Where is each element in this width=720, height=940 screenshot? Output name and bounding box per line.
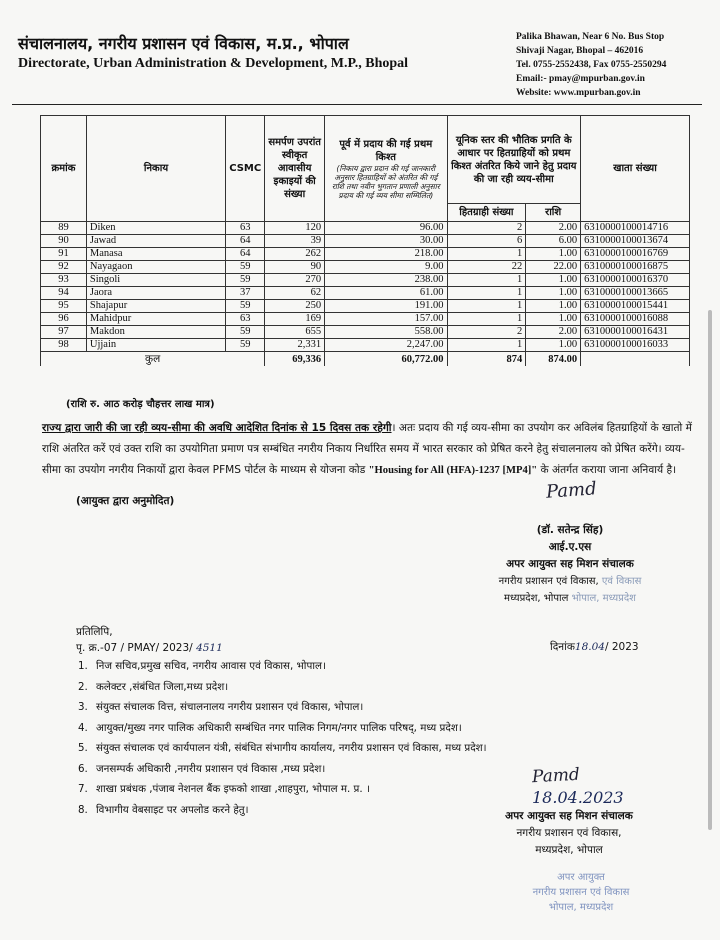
- cell-account: 6310000100016431: [581, 326, 690, 339]
- cell-account: 6310000100016370: [581, 274, 690, 287]
- place-stamp-text: भोपाल, मध्यप्रदेश: [571, 593, 636, 604]
- cell-beneficiaries: 1: [447, 300, 526, 313]
- list-item-text: आयुक्त/मुख्य नगर पालिक अधिकारी सम्बंधित नगर पालिक निगम/नगर पालिक परिषद्, मध्य प्रदेश।: [96, 721, 462, 734]
- cell-amount: 2.00: [526, 222, 581, 235]
- list-item-text: कलेक्टर ,संबंधित जिला,मध्य प्रदेश।: [96, 680, 229, 693]
- col-amount: राशि: [526, 204, 581, 222]
- col-first-installment-label: पूर्व में प्रदाय की गई प्रथम किश्त: [339, 138, 433, 163]
- col-account: खाता संख्या: [581, 116, 690, 222]
- cell-units: 655: [265, 326, 325, 339]
- instruction-tail: के अंतर्गत कराया जाना अनिवार्य है।: [540, 464, 677, 476]
- cell-csmc: 59: [226, 300, 265, 313]
- cell-beneficiaries: 6: [447, 235, 526, 248]
- cell-first-installment: 191.00: [325, 300, 447, 313]
- col-beneficiaries: हितग्राही संख्या: [447, 204, 526, 222]
- col-first-installment-note: (निकाय द्वारा प्रदान की गई जानकारी अनुसार हितग्राहियों को अंतरित की गई राशि तथा नवीन भुगतान प्रणाली अनुसार प्रदाय की गई व्यय सीमा सम्मिलित): [331, 163, 440, 200]
- list-item-number: 7.: [78, 783, 88, 795]
- table-row: [41, 326, 690, 339]
- cell-serial: 90: [41, 235, 87, 248]
- signatory-designation: अपर आयुक्त सह मिशन संचालक: [506, 558, 634, 570]
- cell-first-installment: 157.00: [325, 313, 447, 326]
- list-item-text: विभागीय वेबसाइट पर अपलोड करने हेतु।: [96, 803, 249, 816]
- list-item: [78, 657, 638, 678]
- cell-account: 6310000100013674: [581, 235, 690, 248]
- cell-serial: 93: [41, 274, 87, 287]
- instruction-text: । अतः प्रदाय की गई व्यय-सीमा का उपयोग कर अविलंब हितग्राहियों के खातो में राशि अंतरित करें एवं उक्त राशि का उपयोगिता प्रमाण पत्र सम्बंधित नगरीय निकाय निर्धारित समय में भारत सरकार को प्रेषित करने हेतु संचालनालय को प्रेषित करेंगे। व्यय-सीमा का उपयोग नगरीय निकायों द्वारा केवल PFMS पोर्टल के माध्यम से योजना कोड: [42, 422, 692, 476]
- cell-beneficiaries: 1: [447, 313, 526, 326]
- table-row: [41, 248, 690, 261]
- cell-units: 270: [265, 274, 325, 287]
- list-item: [78, 719, 638, 740]
- cell-csmc: 59: [226, 339, 265, 352]
- header-title-hindi: संचालनालय, नगरीय प्रशासन एवं विकास, म.प्र., भोपाल: [18, 34, 349, 53]
- list-item-text: शाखा प्रबंधक ,पंजाब नेशनल बैंक इफको शाखा ,शाहपुरा, भोपाल म. प्र. ।: [96, 783, 370, 795]
- address-line: Palika Bhawan, Near 6 No. Bus Stop: [516, 32, 665, 42]
- cell-amount: 1.00: [526, 339, 581, 352]
- address-website: Website: www.mpurban.gov.in: [516, 88, 641, 98]
- list-item-text: जनसम्पर्क अधिकारी ,नगरीय प्रशासन एवं विकास ,मध्य प्रदेश।: [96, 762, 326, 775]
- signatory2-dept: नगरीय प्रशासन एवं विकास,: [516, 827, 622, 839]
- list-item-text: संयुक्त संचालक वित्त, संचालनालय नगरीय प्रशासन एवं विकास, भोपाल।: [96, 701, 364, 713]
- cell-serial: 91: [41, 248, 87, 261]
- total-units: 69,336: [265, 352, 325, 367]
- total-first: 60,772.00: [325, 352, 447, 367]
- header-title-english: Directorate, Urban Administration & Development, M.P., Bhopal: [18, 56, 409, 71]
- total-empty: [581, 352, 690, 367]
- scrollbar[interactable]: [708, 310, 712, 830]
- list-item-number: 1.: [78, 660, 88, 672]
- signatory2-place: मध्यप्रदेश, भोपाल: [535, 844, 603, 856]
- cell-account: 6310000100016769: [581, 248, 690, 261]
- list-item-number: 3.: [78, 701, 88, 713]
- cell-csmc: 59: [226, 274, 265, 287]
- official-stamp: [506, 870, 656, 915]
- col-body: निकाय: [86, 116, 225, 222]
- signatory-name: (डॉ. सतेन्द्र सिंह): [536, 524, 604, 536]
- signatory2-designation: अपर आयुक्त सह मिशन संचालक: [505, 810, 633, 822]
- signatory-block-1: [470, 522, 670, 607]
- cell-beneficiaries: 2: [447, 222, 526, 235]
- cell-serial: 92: [41, 261, 87, 274]
- list-item-text: संयुक्त संचालक एवं कार्यपालन यंत्री, संबंधित संभागीय कार्यालय, नगरीय प्रशासन एवं विकास, मध्य प्रदेश।: [96, 742, 487, 754]
- allocation-table: [40, 115, 690, 366]
- list-item-number: 8.: [78, 803, 88, 816]
- col-first-installment: [325, 116, 447, 222]
- cell-account: 6310000100013665: [581, 287, 690, 300]
- date-handwritten: 18.04: [574, 641, 605, 653]
- stamp-line: अपर आयुक्त: [557, 872, 605, 883]
- cell-first-installment: 9.00: [325, 261, 447, 274]
- cell-amount: 22.00: [526, 261, 581, 274]
- stamp-line: नगरीय प्रशासन एवं विकास: [532, 887, 630, 898]
- ref-handwritten: 4511: [196, 642, 223, 654]
- validity-statement: राज्य द्वारा जारी की जा रही व्यय-सीमा की अवधि आदेशित दिनांक से 15 दिवस तक रहेगी: [42, 422, 392, 434]
- approved-note: (आयुक्त द्वारा अनुमोदित): [76, 495, 175, 507]
- cell-first-installment: 558.00: [325, 326, 447, 339]
- cell-first-installment: 2,247.00: [325, 339, 447, 352]
- cell-body: Makdon: [86, 326, 225, 339]
- total-beneficiaries: 874: [447, 352, 526, 367]
- table-row: [41, 339, 690, 352]
- cell-first-installment: 61.00: [325, 287, 447, 300]
- table-row: [41, 300, 690, 313]
- cell-account: 6310000100015441: [581, 300, 690, 313]
- list-item: [78, 698, 638, 719]
- col-sanctioned-units: समर्पण उपरांत स्वीकृत आवासीय इकाइयों की संख्या: [265, 116, 325, 222]
- cell-csmc: 37: [226, 287, 265, 300]
- list-item-number: 5.: [78, 742, 88, 754]
- cell-csmc: 63: [226, 222, 265, 235]
- copy-section: [76, 624, 223, 656]
- total-amount: 874.00: [526, 352, 581, 367]
- cell-csmc: 59: [226, 261, 265, 274]
- list-item-text: निज सचिव,प्रमुख सचिव, नगरीय आवास एवं विकास, भोपाल।: [96, 660, 326, 672]
- reference-number: [76, 640, 223, 656]
- cell-amount: 2.00: [526, 326, 581, 339]
- address-line: Tel. 0755-2552438, Fax 0755-2550294: [516, 60, 667, 70]
- cell-serial: 95: [41, 300, 87, 313]
- cell-units: 262: [265, 248, 325, 261]
- cell-first-installment: 238.00: [325, 274, 447, 287]
- cell-units: 169: [265, 313, 325, 326]
- copy-date: [550, 640, 639, 654]
- cell-account: 6310000100016875: [581, 261, 690, 274]
- cell-beneficiaries: 1: [447, 248, 526, 261]
- cell-body: Jaora: [86, 287, 225, 300]
- cell-beneficiaries: 1: [447, 287, 526, 300]
- scheme-code: "Housing for All (HFA)-1237 [MP4]": [368, 465, 538, 476]
- list-item: [78, 739, 638, 760]
- cell-beneficiaries: 22: [447, 261, 526, 274]
- total-row: [41, 352, 690, 367]
- cell-units: 90: [265, 261, 325, 274]
- cell-beneficiaries: 1: [447, 274, 526, 287]
- copy-label: प्रतिलिपि,: [76, 626, 113, 638]
- signature-2: Pamd: [531, 764, 581, 788]
- address-line: Shivaji Nagar, Bhopal – 462016: [516, 46, 644, 56]
- cell-body: Mahidpur: [86, 313, 225, 326]
- cell-amount: 1.00: [526, 287, 581, 300]
- list-item: [78, 678, 638, 699]
- cell-units: 2,331: [265, 339, 325, 352]
- col-progress-limit: यूनिक स्तर की भौतिक प्रगति के आधार पर हितग्राहियों को प्रथम किश्त अंतरित किये जाने हेतु प्रदाय की जा रही व्यय-सीमा: [447, 116, 581, 204]
- cell-serial: 98: [41, 339, 87, 352]
- cell-serial: 89: [41, 222, 87, 235]
- cell-beneficiaries: 1: [447, 339, 526, 352]
- cell-units: 250: [265, 300, 325, 313]
- signatory-block-2: [474, 808, 664, 859]
- header-address: [516, 30, 666, 100]
- cell-units: 62: [265, 287, 325, 300]
- ref-prefix: पृ. क्र.-07 / PMAY/ 2023/: [76, 642, 193, 654]
- cell-body: Singoli: [86, 274, 225, 287]
- instruction-paragraph: [42, 418, 692, 481]
- dept-text: नगरीय प्रशासन एवं विकास,: [498, 576, 599, 587]
- date-year: / 2023: [604, 641, 639, 653]
- cell-body: Diken: [86, 222, 225, 235]
- cell-csmc: 59: [226, 326, 265, 339]
- amount-in-words: (राशि रु. आठ करोड़ चौहत्तर लाख मात्र): [66, 399, 215, 410]
- cell-amount: 1.00: [526, 274, 581, 287]
- cell-first-installment: 218.00: [325, 248, 447, 261]
- table-row: [41, 235, 690, 248]
- table-row: [41, 274, 690, 287]
- place-text: मध्यप्रदेश, भोपाल: [504, 593, 569, 604]
- list-item-number: 6.: [78, 762, 88, 775]
- list-item-number: 2.: [78, 680, 88, 693]
- cell-account: 6310000100016088: [581, 313, 690, 326]
- table-row: [41, 313, 690, 326]
- cell-account: 6310000100016033: [581, 339, 690, 352]
- cell-first-installment: 30.00: [325, 235, 447, 248]
- col-csmc: CSMC: [226, 116, 265, 222]
- total-label: कुल: [41, 352, 265, 367]
- cell-units: 39: [265, 235, 325, 248]
- signature-2-date: 18.04.2023: [532, 788, 624, 807]
- list-item-number: 4.: [78, 721, 88, 734]
- cell-amount: 1.00: [526, 248, 581, 261]
- header-divider: [12, 104, 702, 105]
- date-label: दिनांक: [550, 641, 575, 653]
- cell-body: Nayagaon: [86, 261, 225, 274]
- cell-body: Shajapur: [86, 300, 225, 313]
- table-row: [41, 287, 690, 300]
- cell-body: Jawad: [86, 235, 225, 248]
- cell-csmc: 63: [226, 313, 265, 326]
- signature-1: Pamd: [545, 478, 598, 503]
- dept-stamp-text: एवं विकास: [601, 576, 642, 587]
- address-email: Email:- pmay@mpurban.gov.in: [516, 74, 645, 84]
- cell-serial: 94: [41, 287, 87, 300]
- cell-body: Ujjain: [86, 339, 225, 352]
- signatory-title: आई.ए.एस: [548, 541, 592, 553]
- cell-first-installment: 96.00: [325, 222, 447, 235]
- cell-serial: 96: [41, 313, 87, 326]
- col-serial: क्रमांक: [41, 116, 87, 222]
- cell-units: 120: [265, 222, 325, 235]
- signatory-dept: [470, 573, 670, 590]
- cell-amount: 6.00: [526, 235, 581, 248]
- table-row: [41, 261, 690, 274]
- cell-account: 6310000100014716: [581, 222, 690, 235]
- cell-serial: 97: [41, 326, 87, 339]
- table-row: [41, 222, 690, 235]
- stamp-line: भोपाल, मध्यप्रदेश: [548, 902, 614, 913]
- cell-body: Manasa: [86, 248, 225, 261]
- cell-csmc: 64: [226, 248, 265, 261]
- signatory-place: [470, 590, 670, 607]
- cell-amount: 1.00: [526, 313, 581, 326]
- cell-beneficiaries: 2: [447, 326, 526, 339]
- cell-amount: 1.00: [526, 300, 581, 313]
- cell-csmc: 64: [226, 235, 265, 248]
